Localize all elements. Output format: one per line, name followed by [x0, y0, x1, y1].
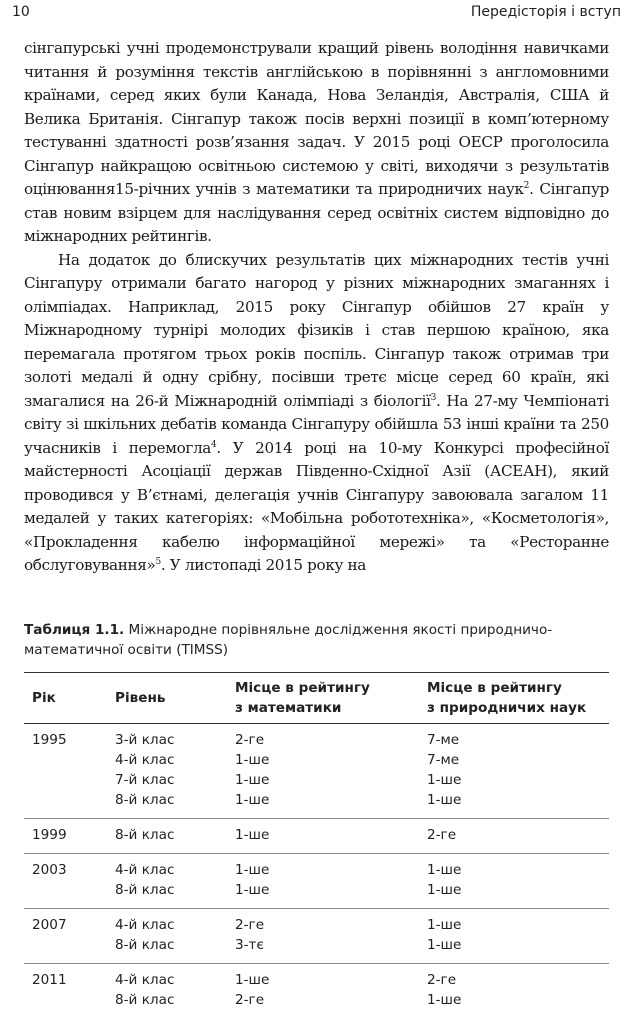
table-row — [24, 970, 609, 990]
science-rank-cell: 7-ме — [427, 752, 460, 768]
table-caption-label: Таблиця 1.1. — [24, 622, 125, 638]
math-rank-cell: 2-ге — [235, 917, 265, 933]
table-group-1995 — [24, 724, 609, 819]
level-cell: 8-й клас — [115, 882, 175, 898]
math-rank-cell: 1-ше — [235, 972, 270, 988]
science-rank-cell: 2-ге — [427, 827, 457, 843]
footnote-ref-4[interactable]: 4 — [211, 439, 217, 450]
level-cell: 4-й клас — [115, 972, 175, 988]
year-cell: 2011 — [32, 972, 67, 988]
level-cell: 4-й клас — [115, 752, 175, 768]
math-rank-cell: 1-ше — [235, 862, 270, 878]
table-row — [24, 880, 609, 900]
math-rank-cell: 2-ге — [235, 992, 265, 1008]
math-rank-cell: 1-ше — [235, 882, 270, 898]
science-rank-cell: 1-ше — [427, 862, 462, 878]
timss-table — [24, 672, 609, 1018]
year-cell: 1995 — [32, 732, 67, 748]
level-cell: 8-й клас — [115, 827, 175, 843]
table-group-2011 — [24, 964, 609, 1018]
level-cell: 8-й клас — [115, 792, 175, 808]
science-rank-cell: 1-ше — [427, 992, 462, 1008]
table-group-1999 — [24, 819, 609, 854]
header-level: Рівень — [115, 690, 166, 706]
science-rank-cell: 7-ме — [427, 732, 460, 748]
table-row — [24, 770, 609, 790]
header-math-line-1: Місце в рейтингу — [235, 680, 370, 696]
table-row — [24, 990, 609, 1010]
table-row — [24, 750, 609, 770]
header-year: Рік — [32, 690, 56, 706]
table-caption — [24, 620, 609, 660]
year-cell: 2003 — [32, 862, 67, 878]
table-row — [24, 790, 609, 810]
science-rank-cell: 1-ше — [427, 937, 462, 953]
year-cell: 1999 — [32, 827, 67, 843]
level-cell: 3-й клас — [115, 732, 175, 748]
table-row — [24, 730, 609, 750]
math-rank-cell: 3-тє — [235, 937, 264, 953]
level-cell: 4-й клас — [115, 862, 175, 878]
math-rank-cell: 1-ше — [235, 772, 270, 788]
running-header — [12, 4, 621, 26]
level-cell: 7-й клас — [115, 772, 175, 788]
paragraph-1-part-a: сінгапурські учні продемонстрували кращий рівень володіння навичками читання й розуміння текстів англійською в порівнянні з англомовними країнами, серед яких були Канада, Нова Зеландія, Австралія, США й Велика Британія. Сінгапур також посів верхні позиції в комп’ютерному тестуванні здатності розв’язання задач. У 2015 році ОЕСР проголосила Сінгапур найкращою освітньою системою у світі, виходячи з результатів оцінювання15-річних учнів з математики та природничих наук — [24, 39, 609, 198]
paragraph-2-part-b: . На 27-му Чемпіонаті світу зі шкільних дебатів команда Сінгапуру обійшла 53 інші країни та 250 учасників і перемогла — [24, 391, 609, 457]
table-row — [24, 935, 609, 955]
table-group-2003 — [24, 854, 609, 909]
science-rank-cell: 2-ге — [427, 972, 457, 988]
paragraph-1 — [24, 37, 609, 249]
table-caption-text: Міжнародне порівняльне дослідження якості природничо-математичної освіти (TIMSS) — [24, 622, 553, 658]
math-rank-cell: 1-ше — [235, 827, 270, 843]
section-title: Передісторія і вступ — [470, 4, 621, 20]
level-cell: 4-й клас — [115, 917, 175, 933]
level-cell: 8-й клас — [115, 992, 175, 1008]
table-row — [24, 825, 609, 845]
year-cell: 2007 — [32, 917, 67, 933]
page-number: 10 — [12, 4, 30, 20]
paragraph-2-part-d: . У листопаді 2015 року на — [160, 556, 367, 574]
footnote-ref-3[interactable]: 3 — [430, 392, 436, 403]
paragraph-2-part-c: . У 2014 році на 10-му Конкурсі професійної майстерності Асоціації держав Південно-Східної Азії (АСЕАН), який проводився у В’єтнамі, делегація учнів Сінгапуру завоювала загалом 11 медалей у таких категоріях: «Мобільна робототехніка», «Косметологія», «Прокладення кабелю інформаційної мережі» та «Ресторанне обслуговування» — [24, 438, 609, 574]
table-group-2007 — [24, 909, 609, 964]
header-science-line-2: з природничих наук — [427, 700, 587, 716]
table-row — [24, 860, 609, 880]
science-rank-cell: 1-ше — [427, 792, 462, 808]
science-rank-cell: 1-ше — [427, 882, 462, 898]
table-header — [24, 673, 609, 724]
paragraph-1-part-b: . Сінгапур став новим взірцем для наслідування серед освітніх систем відповідно до міжнародних рейтингів. — [24, 180, 609, 245]
footnote-ref-2[interactable]: 2 — [523, 181, 530, 191]
science-rank-cell: 1-ше — [427, 772, 462, 788]
math-rank-cell: 1-ше — [235, 792, 270, 808]
body-text — [24, 37, 609, 578]
science-rank-cell: 1-ше — [427, 917, 462, 933]
table-row — [24, 915, 609, 935]
paragraph-2 — [24, 249, 609, 578]
math-rank-cell: 2-ге — [235, 732, 265, 748]
math-rank-cell: 1-ше — [235, 752, 270, 768]
paragraph-2-part-a: На додаток до блискучих результатів цих міжнародних тестів учні Сінгапуру отримали багато нагород у різних міжнародних змаганнях і олімпіадах. Наприклад, 2015 року Сінгапур обійшов 27 країн у Міжнародному турнірі молодих фізиків і став першою країною, яка перемагала протягом трьох років поспіль. Сінгапур також отримав три золоті медалі й одну срібну, посівши третє місце серед 60 країн, які змагалися на 26-й Міжнародній олімпіаді з біології — [24, 250, 609, 410]
header-math-line-2: з математики — [235, 700, 342, 716]
footnote-ref-5[interactable]: 5 — [155, 557, 161, 567]
header-science-line-1: Місце в рейтингу — [427, 680, 562, 696]
level-cell: 8-й клас — [115, 937, 175, 953]
